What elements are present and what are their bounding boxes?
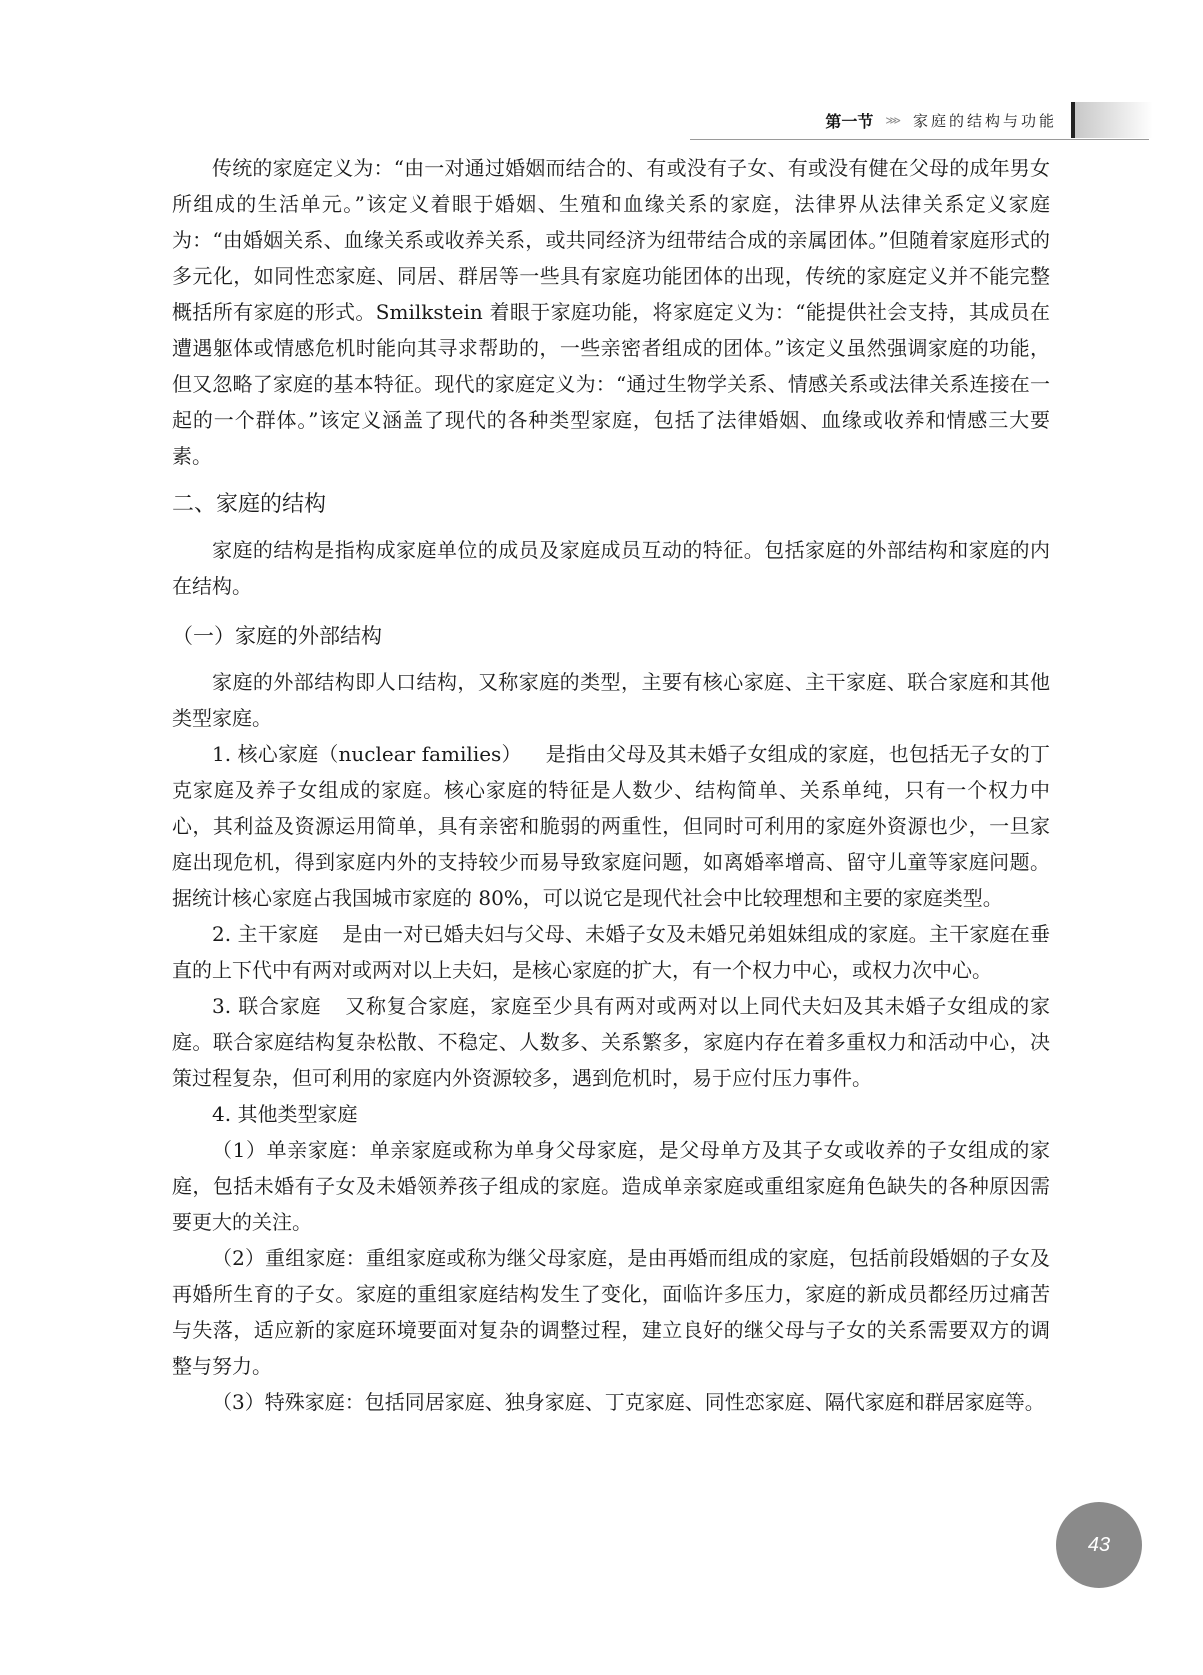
list-item-other-family xyxy=(172,1096,1050,1132)
header-rule xyxy=(690,139,1149,140)
running-header xyxy=(825,100,1153,140)
header-chapter-title: 家庭的结构与功能 xyxy=(912,111,1057,130)
other-type-special: （3）特殊家庭：包括同居家庭、独身家庭、丁克家庭、同性恋家庭、隔代家庭和群居家庭等。 xyxy=(212,1390,1045,1414)
other-type-reconstituted: （2）重组家庭：重组家庭或称为继父母家庭，是由再婚而组成的家庭，包括前段婚姻的子女及再婚所生育的子女。家庭的重组家庭结构发生了变化，面临许多压力，家庭的新成员都经历过痛苦与失落，适应新的家庭环境要面对复杂的调整过程，建立良好的继父母与子女的关系需要双方的调整与努力。 xyxy=(172,1246,1050,1378)
subsection-heading-external: （一）家庭的外部结构 xyxy=(172,624,382,648)
structure-intro-paragraph: 家庭的结构是指构成家庭单位的成员及家庭成员互动的特征。包括家庭的外部结构和家庭的内在结构。 xyxy=(172,538,1050,598)
definition-stem-family: 是由一对已婚夫妇与父母、未婚子女及未婚兄弟姐妹组成的家庭。主干家庭在垂直的上下代中有两对或两对以上夫妇，是核心家庭的扩大，有一个权力中心，或权力次中心。 xyxy=(172,922,1050,982)
header-gradient-block xyxy=(1075,102,1153,138)
page-number-badge xyxy=(1056,1502,1142,1588)
page-body xyxy=(172,150,1050,1420)
list-item-joint-family xyxy=(172,988,1050,1096)
term-joint-family: 3. 联合家庭 xyxy=(212,994,322,1018)
term-other-family: 4. 其他类型家庭 xyxy=(212,1102,358,1126)
other-type-single-parent: （1）单亲家庭：单亲家庭或称为单身父母家庭，是父母单方及其子女或收养的子女组成的家庭，包括未婚有子女及未婚领养孩子组成的家庭。造成单亲家庭或重组家庭角色缺失的各种原因需要更大的关注。 xyxy=(172,1138,1050,1234)
list-item-stem-family xyxy=(172,916,1050,988)
term-stem-family: 2. 主干家庭 xyxy=(212,922,319,946)
external-intro-paragraph: 家庭的外部结构即人口结构，又称家庭的类型，主要有核心家庭、主干家庭、联合家庭和其他类型家庭。 xyxy=(172,670,1050,730)
header-section-label: 第一节 xyxy=(825,111,874,131)
definition-joint-family: 又称复合家庭，家庭至少具有两对或两对以上同代夫妇及其未婚子女组成的家庭。联合家庭结构复杂松散、不稳定、人数多、关系繁多，家庭内存在着多重权力和活动中心，决策过程复杂，但可利用的家庭内外资源较多，遇到危机时，易于应付压力事件。 xyxy=(172,994,1050,1090)
page-number: 43 xyxy=(1087,1533,1111,1556)
intro-paragraph: 传统的家庭定义为：“由一对通过婚姻而结合的、有或没有子女、有或没有健在父母的成年男女所组成的生活单元。”该定义着眼于婚姻、生殖和血缘关系的家庭，法律界从法律关系定义家庭为：“由婚姻关系、血缘关系或收养关系，或共同经济为纽带结合成的亲属团体。”但随着家庭形式的多元化，如同性恋家庭、同居、群居等一些具有家庭功能团体的出现，传统的家庭定义并不能完整概括所有家庭的形式。Smilkstein 着眼于家庭功能，将家庭定义为：“能提供社会支持，其成员在遭遇躯体或情感危机时能向其寻求帮助的，一些亲密者组成的团体。”该定义虽然强调家庭的功能，但又忽略了家庭的基本特征。现代的家庭定义为：“通过生物学关系、情感关系或法律关系连接在一起的一个群体。”该定义涵盖了现代的各种类型家庭，包括了法律婚姻、血缘或收养和情感三大要素。 xyxy=(172,156,1050,468)
list-item-nuclear-family xyxy=(172,736,1050,916)
section-heading-structure: 二、家庭的结构 xyxy=(172,492,327,517)
term-nuclear-family: 1. 核心家庭（nuclear families） xyxy=(212,742,522,766)
definition-nuclear-family: 是指由父母及其未婚子女组成的家庭，也包括无子女的丁克家庭及养子女组成的家庭。核心家庭的特征是人数少、结构简单、关系单纯，只有一个权力中心，其利益及资源运用简单，具有亲密和脆弱的两重性，但同时可利用的家庭外资源也少，一旦家庭出现危机，得到家庭内外的支持较少而易导致家庭问题，如离婚率增高、留守儿童等家庭问题。据统计核心家庭占我国城市家庭的 80%，可以说它是现代社会中比较理想和主要的家庭类型。 xyxy=(172,742,1051,910)
header-arrows-icon: ⋙ xyxy=(885,113,899,127)
